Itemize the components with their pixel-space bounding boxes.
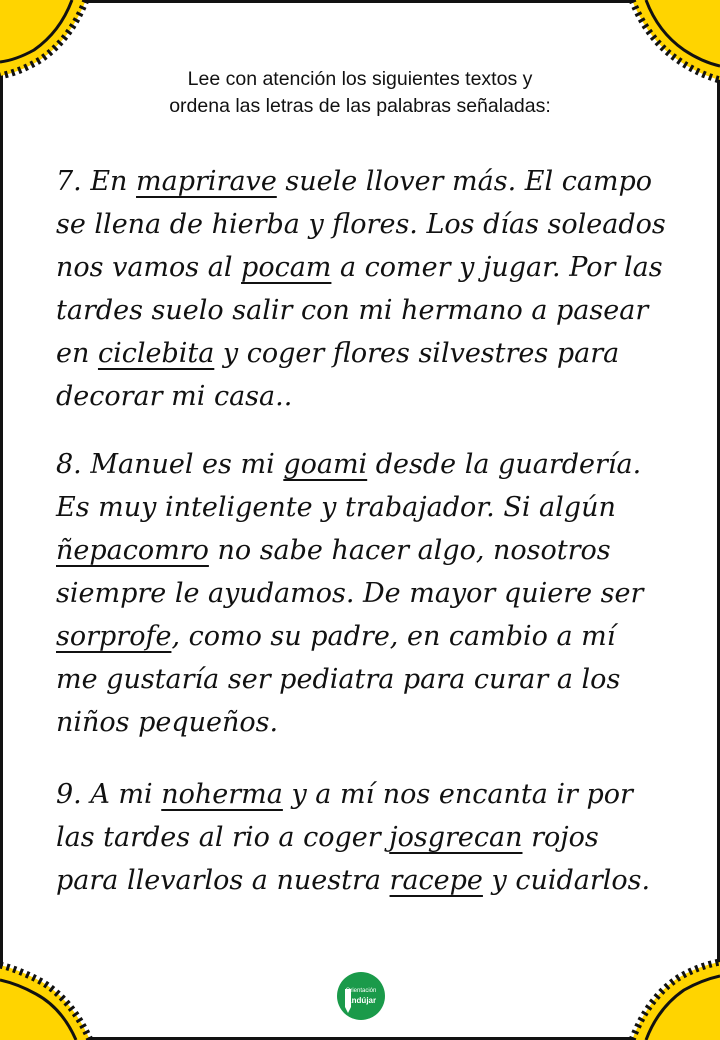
text-segment: niños pequeños. bbox=[56, 707, 279, 738]
text-segment: siempre le ayudamos. De mayor quiere ser bbox=[56, 578, 644, 609]
text-line bbox=[56, 859, 686, 902]
exercise-9-paragraph bbox=[56, 773, 686, 902]
text-line bbox=[56, 773, 686, 816]
text-segment: me gustaría ser pediatra para curar a los bbox=[56, 664, 621, 695]
scrambled-word: pocam bbox=[241, 252, 332, 283]
text-line bbox=[56, 615, 686, 658]
text-line bbox=[56, 658, 686, 701]
exercise-8-paragraph bbox=[56, 443, 686, 744]
text-line bbox=[56, 160, 686, 203]
scrambled-word: ciclebita bbox=[97, 338, 215, 369]
text-segment: tardes suelo salir con mi hermano a pasear bbox=[56, 295, 649, 326]
text-line bbox=[56, 529, 686, 572]
exercise-7-paragraph bbox=[56, 160, 686, 418]
text-segment: en bbox=[56, 338, 98, 369]
text-segment: y coger flores silvestres para bbox=[214, 338, 620, 369]
scrambled-word: josgrecan bbox=[389, 822, 523, 853]
text-segment: 7. En bbox=[56, 166, 137, 197]
instructions-line-1: Lee con atención los siguientes textos y bbox=[187, 68, 533, 90]
text-segment: , como su padre, en cambio a mí bbox=[171, 621, 616, 652]
text-line bbox=[56, 375, 686, 418]
text-segment: 9. A mi bbox=[56, 779, 162, 810]
text-line bbox=[56, 246, 686, 289]
orientacion-andujar-logo bbox=[336, 971, 386, 1021]
text-segment: desde la guardería. bbox=[367, 449, 642, 480]
text-line bbox=[56, 332, 686, 375]
text-line bbox=[56, 816, 686, 859]
text-line bbox=[56, 443, 686, 486]
text-segment: rojos bbox=[522, 822, 599, 853]
instructions bbox=[0, 66, 720, 120]
scrambled-word: maprirave bbox=[136, 166, 277, 197]
text-segment: no sabe hacer algo, nosotros bbox=[208, 535, 611, 566]
instructions-line-2: ordena las letras de las palabras señaladas: bbox=[169, 95, 551, 117]
scrambled-word: racepe bbox=[389, 865, 483, 896]
text-segment: a comer y jugar. Por las bbox=[331, 252, 663, 283]
text-segment: y a mí nos encanta ir por bbox=[282, 779, 633, 810]
text-segment: decorar mi casa.. bbox=[56, 381, 293, 412]
text-segment: suele llover más. El campo bbox=[276, 166, 653, 197]
text-line bbox=[56, 486, 686, 529]
scrambled-word: ñepacomro bbox=[56, 535, 209, 566]
text-line bbox=[56, 203, 686, 246]
scrambled-word: goami bbox=[283, 449, 368, 480]
text-segment: las tardes al rio a coger bbox=[56, 822, 390, 853]
text-line bbox=[56, 289, 686, 332]
text-line bbox=[56, 572, 686, 615]
scrambled-word: noherma bbox=[161, 779, 283, 810]
text-segment: 8. Manuel es mi bbox=[56, 449, 284, 480]
logo-line-1: Orientación bbox=[345, 988, 377, 994]
logo-text bbox=[336, 971, 386, 1021]
scrambled-word: sorprofe bbox=[56, 621, 172, 652]
text-segment: se llena de hierba y flores. Los días soleados bbox=[56, 209, 666, 240]
logo-line-2: Andújar bbox=[345, 996, 377, 1005]
text-segment: y cuidarlos. bbox=[482, 865, 651, 896]
text-segment: para llevarlos a nuestra bbox=[56, 865, 390, 896]
text-segment: nos vamos al bbox=[56, 252, 242, 283]
text-line bbox=[56, 701, 686, 744]
text-segment: Es muy inteligente y trabajador. Si algún bbox=[56, 492, 616, 523]
